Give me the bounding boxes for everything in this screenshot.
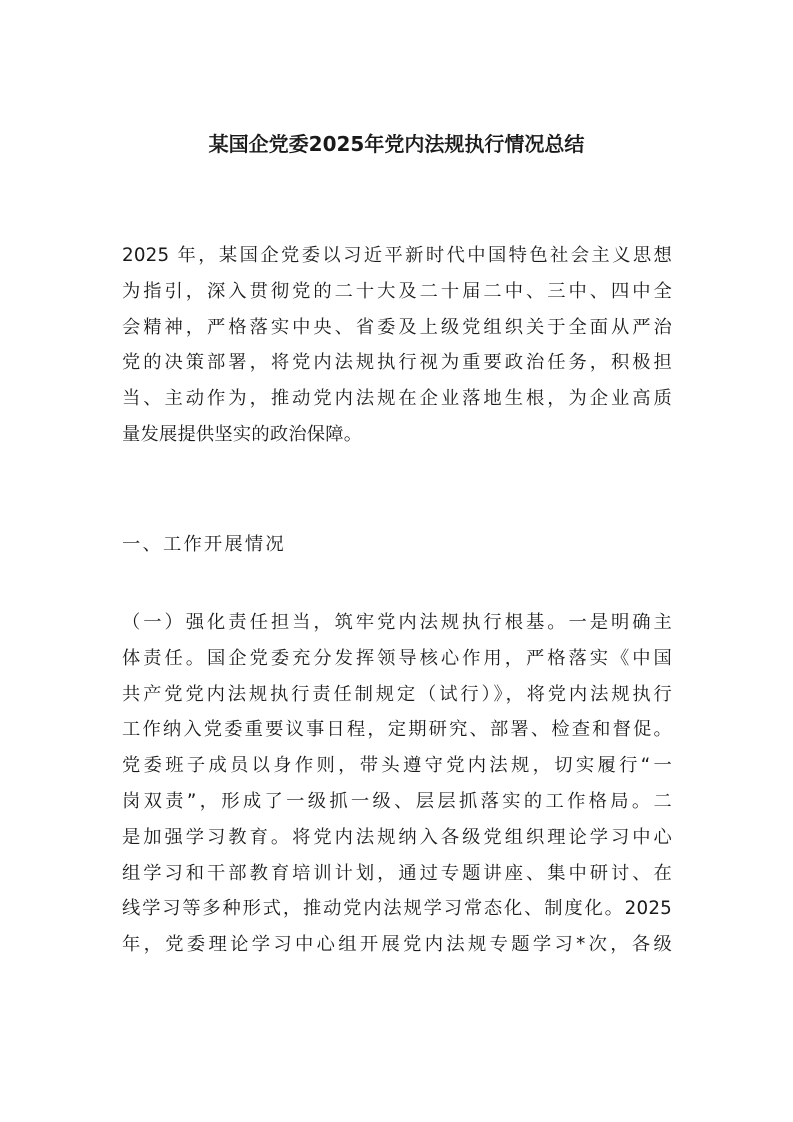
section-one-line: 线学习等多种形式，推动党内法规学习常态化、制度化。2025	[122, 898, 672, 920]
section-heading-text: 一、工作开展情况	[122, 534, 286, 555]
intro-paragraph	[122, 238, 672, 453]
section-one-line: （一）强化责任担当，筑牢党内法规执行根基。一是明确主	[122, 612, 672, 633]
section-one-line: 组学习和干部教育培训计划，通过专题讲座、集中研讨、在	[122, 862, 672, 884]
section-one-line: 是加强学习教育。将党内法规纳入各级党组织理论学习中心	[122, 826, 672, 848]
section-one-line: 体责任。国企党委充分发挥领导核心作用，严格落实《中国	[122, 647, 672, 669]
section-one-paragraph	[122, 605, 672, 963]
intro-line: 当、主动作为，推动党内法规在企业落地生根，为企业高质	[122, 388, 672, 410]
section-one-line: 共产党党内法规执行责任制规定（试行）》，将党内法规执行	[122, 683, 672, 705]
section-one-line: 年，党委理论学习中心组开展党内法规专题学习*次，各级	[122, 934, 672, 956]
section-heading	[122, 527, 672, 563]
section-one-line: 岗双责”，形成了一级抓一级、层层抓落实的工作格局。二	[122, 790, 672, 812]
intro-line: 量发展提供坚实的政治保障。	[122, 423, 363, 445]
intro-line: 2025 年，某国企党委以习近平新时代中国特色社会主义思想	[122, 245, 672, 266]
document-title: 某国企党委2025年党内法规执行情况总结	[208, 132, 585, 156]
intro-line: 会精神，严格落实中央、省委及上级党组织关于全面从严治	[122, 316, 672, 338]
section-one-line: 党委班子成员以身作则，带头遵守党内法规，切实履行“一	[122, 755, 672, 777]
intro-line: 党的决策部署，将党内法规执行视为重要政治任务，积极担	[122, 352, 672, 374]
section-one-line: 工作纳入党委重要议事日程，定期研究、部署、检查和督促。	[122, 719, 672, 741]
intro-line: 为指引，深入贯彻党的二十大及二十届二中、三中、四中全	[122, 280, 672, 302]
